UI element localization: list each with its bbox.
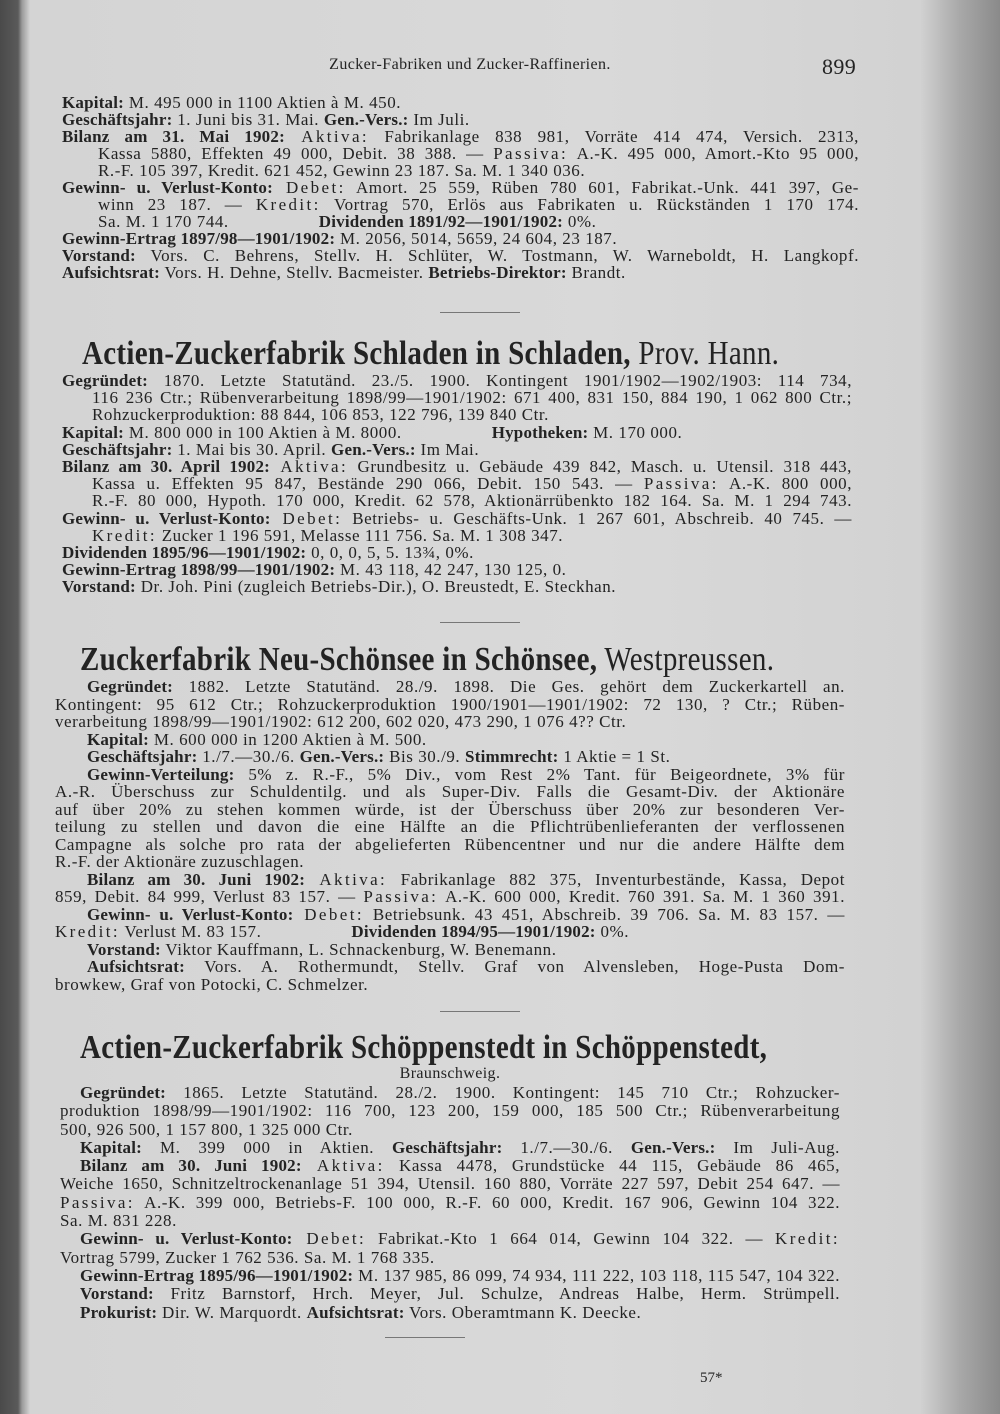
field-value: 1865. Letzte Statutänd. 28./2. 1900. Kontingent: 145 710 Ctr.; Rohzucker-	[166, 1083, 840, 1102]
text-line	[62, 458, 852, 475]
entry-schladen	[62, 334, 852, 595]
company-name: Actien-Zuckerfabrik Schöppenstedt in Schöppenstedt,	[80, 1029, 768, 1066]
field-value: Sa. M. 1 170 744.	[98, 212, 229, 231]
field-value: M. 170 000.	[588, 422, 683, 442]
field-value: teilung zu stellen und davon die eine Hälfte an die Pflichtrübenlieferanten der verflossenen	[55, 817, 845, 836]
text-line	[92, 406, 852, 423]
text-line	[92, 475, 852, 492]
spaced-keyword: Aktiva:	[270, 456, 349, 476]
field-value: Amort. 25 559, Rüben 780 601, Fabrikat.-Unk. 441 397, Ge-	[345, 178, 859, 197]
text-line	[62, 128, 859, 145]
field-value: Kassa 5880, Effekten 49 000, Debit. 38 388. —	[98, 144, 494, 163]
text-line	[87, 731, 845, 749]
field-value: M. 800 000 in 100 Aktien à M. 8000.	[124, 422, 402, 442]
text-line	[60, 1249, 840, 1267]
field-label: Gewinn-Ertrag 1898/99—1901/1902:	[62, 560, 336, 580]
field-label: Vorstand:	[62, 577, 136, 597]
field-label: Gen.-Vers.:	[323, 110, 409, 129]
text-line	[55, 696, 845, 714]
field-label: Gen.-Vers.:	[331, 439, 416, 459]
text-line	[55, 801, 845, 819]
text-line	[60, 1175, 840, 1193]
text-line	[80, 1230, 840, 1248]
field-label: Gewinn-Ertrag 1897/98—1901/1902:	[62, 229, 336, 248]
field-value: 0%.	[563, 212, 597, 231]
field-value: Dr. Joh. Pini (zugleich Betriebs-Dir.), O. Breustedt, E. Steckhan.	[135, 577, 617, 597]
field-value: M. 43 118, 42 247, 130 125, 0.	[335, 560, 567, 580]
company-region: Braunschweig.	[399, 1065, 501, 1082]
field-label: Gegründet:	[62, 371, 149, 390]
field-value: 1870. Letzte Statutänd. 23./5. 1900. Kontingent 1901/1902—1902/1903: 114 734,	[148, 371, 852, 390]
text-line	[55, 783, 845, 801]
company-location: Westpreussen.	[597, 641, 775, 678]
field-value: 1. Juni bis 31. Mai.	[172, 110, 324, 129]
company-heading	[80, 640, 845, 679]
text-line	[80, 1084, 840, 1102]
field-label: Gewinn- u. Verlust-Konto:	[87, 904, 294, 924]
field-value: Im Mai.	[415, 439, 480, 459]
field-label: Prokurist:	[80, 1302, 158, 1322]
field-value: M. 137 985, 86 099, 74 934, 111 222, 103 118, 115 547, 104 322.	[353, 1265, 841, 1285]
field-label: Aufsichtsrat:	[87, 957, 185, 976]
text-line	[55, 818, 845, 836]
field-value: 1./7.—30./6.	[197, 747, 300, 766]
field-value: Vortrag 5799, Zucker 1 762 536. Sa. M. 1 768 335.	[60, 1247, 435, 1267]
field-label: Bilanz am 30. April 1902:	[62, 456, 271, 476]
text-line	[62, 578, 852, 595]
signature-mark: 57*	[700, 1370, 723, 1386]
field-value: M. 2056, 5014, 5659, 24 604, 23 187.	[335, 229, 618, 248]
field-label: Gen.-Vers.:	[630, 1137, 716, 1157]
text-line	[92, 527, 852, 544]
field-value: Dir. W. Marquordt.	[157, 1302, 307, 1322]
entry-neu-schoensee	[55, 640, 845, 993]
field-label: Bilanz am 31. Mai 1902:	[62, 127, 285, 146]
field-value: M. 399 000 in Aktien.	[142, 1137, 392, 1157]
field-value: Kassa u. Effekten 95 847, Bestände 290 066, Debit. 150 543. —	[92, 474, 644, 494]
field-value: 1. Mai bis 30. April.	[172, 439, 332, 459]
field-label: Betriebs-Direktor:	[428, 263, 567, 282]
field-value: Im Juli.	[408, 110, 470, 129]
text-line	[62, 179, 859, 196]
text-line	[87, 958, 845, 976]
field-label: Hypotheken:	[491, 422, 589, 442]
spaced-keyword: Debet:	[292, 1229, 367, 1249]
text-line	[87, 678, 845, 696]
field-label: Kapital:	[62, 422, 125, 442]
field-label: Bilanz am 30. Juni 1902:	[80, 1156, 302, 1176]
field-value: winn 23 187. —	[98, 195, 256, 214]
spaced-keyword: Passiva:	[643, 474, 719, 494]
field-value: Fritz Barnstorf, Hrch. Meyer, Jul. Schulze, Andreas Halbe, Herm. Strümpell.	[153, 1284, 840, 1304]
field-value: R.-F. 80 000, Hypoth. 170 000, Kredit. 62 578, Aktionärrübenkto 182 164. Sa. M. 1 294 743.	[92, 491, 852, 511]
field-value: A.-R. Überschuss zur Schuldentilg. und als Super-Div. Falls die Gesamt-Div. der Aktionäre	[55, 782, 845, 801]
field-value: produktion 1898/99—1901/1902: 116 700, 123 200, 159 000, 185 500 Ctr.; Rübenverarbeitung	[60, 1101, 840, 1121]
text-line	[62, 372, 852, 389]
field-value: A.-K. 495 000, Amort.-Kto 95 000,	[568, 144, 859, 163]
page-number: 899	[822, 54, 857, 79]
spaced-keyword: Aktiva:	[301, 1156, 385, 1176]
field-value: Betriebsunk. 43 451, Abschreib. 39 706. Sa. M. 83 157. —	[363, 904, 845, 924]
field-value: Kontingent: 95 612 Ctr.; Rohzuckerproduktion 1900/1901—1901/1902: 72 130, ? Ctr.; Rüben-	[55, 694, 845, 714]
field-value: Bis 30./9.	[384, 747, 466, 766]
field-value: Viktor Kauffmann, L. Schnackenburg, W. Benemann.	[160, 939, 557, 959]
spaced-keyword: Kredit:	[255, 195, 321, 214]
field-value: A.-K. 399 000, Betriebs-F. 100 000, R.-F. 60 000, Kredit. 167 906, Gewinn 104 322.	[134, 1192, 840, 1212]
field-label: Kapital:	[87, 729, 150, 749]
field-label: Bilanz am 30. Juni 1902:	[87, 869, 306, 889]
text-line	[60, 1121, 840, 1139]
field-value: Fabrikanlage 882 375, Inventurbestände, Kassa, Depot	[387, 869, 845, 889]
text-line	[92, 492, 852, 509]
field-value: 0, 0, 0, 5, 5. 13¾, 0%.	[306, 542, 474, 562]
text-line	[62, 510, 852, 527]
field-value: Fabrikanlage 838 981, Vorräte 414 474, Versich. 2313,	[369, 127, 859, 146]
field-value: Vors. H. Dehne, Stellv. Bacmeister.	[159, 263, 429, 282]
spaced-keyword: Kredit:	[55, 922, 120, 941]
text-line	[87, 941, 845, 959]
text-line	[55, 888, 845, 906]
text-line	[98, 162, 859, 179]
field-label: Geschäftsjahr:	[62, 110, 173, 129]
text-line	[62, 264, 859, 281]
text-line	[98, 196, 859, 213]
text-line	[92, 389, 852, 406]
field-label: Vorstand:	[62, 246, 136, 265]
field-value: Vortrag 570, Erlös aus Fabrikaten u. Rückständen 1 170 174.	[320, 195, 859, 214]
text-line	[87, 766, 845, 784]
field-value: 859, Debit. 84 999, Verlust 83 157. —	[55, 887, 364, 906]
text-line	[55, 923, 845, 941]
company-location: Prov. Hann.	[630, 335, 780, 372]
spaced-keyword: Kredit:	[775, 1229, 840, 1249]
field-label: Gen.-Vers.:	[299, 747, 385, 766]
text-line	[87, 906, 845, 924]
field-value: Kassa 4478, Grundstücke 44 115, Gebäude 86 465,	[384, 1156, 840, 1176]
divider	[440, 1011, 520, 1012]
field-label: Gewinn- u. Verlust-Konto:	[62, 178, 273, 197]
field-value: Brandt.	[566, 263, 626, 282]
text-line	[80, 1139, 840, 1157]
text-line	[80, 1157, 840, 1175]
field-label: Vorstand:	[87, 939, 161, 959]
field-value: Zucker 1 196 591, Melasse 111 756. Sa. M. 1 308 347.	[156, 525, 564, 545]
field-label: Gegründet:	[87, 677, 174, 696]
spaced-keyword: Debet:	[272, 178, 346, 197]
spaced-keyword: Passiva:	[493, 144, 569, 163]
field-label: Stimmrecht:	[465, 747, 559, 766]
field-label: Gewinn- u. Verlust-Konto:	[62, 508, 271, 528]
text-line	[62, 441, 852, 458]
text-line	[87, 871, 845, 889]
text-line	[80, 1267, 840, 1285]
field-label: Dividenden 1894/95—1901/1902:	[351, 922, 596, 941]
text-line	[98, 213, 859, 230]
field-label: Geschäftsjahr:	[87, 747, 198, 766]
field-value: R.-F. der Aktionäre zuzuschlagen.	[55, 852, 305, 871]
field-value: 500, 926 500, 1 157 800, 1 325 000 Ctr.	[60, 1119, 353, 1139]
field-value: Vors. C. Behrens, Stellv. H. Schlüter, W. Tostmann, W. Warneboldt, H. Langkopf.	[135, 246, 859, 265]
field-value: Vors. Oberamtmann K. Deecke.	[404, 1302, 642, 1322]
entry-schoeppenstedt	[60, 1028, 840, 1322]
field-label: Dividenden 1895/96—1901/1902:	[62, 542, 307, 562]
field-value: R.-F. 105 397, Kredit. 621 452, Gewinn 23 187. Sa. M. 1 340 036.	[98, 161, 586, 180]
field-value: A.-K. 600 000, Kredit. 760 391. Sa. M. 1 360 391.	[438, 887, 845, 906]
field-value: verarbeitung 1898/99—1901/1902: 612 200, 602 020, 473 290, 1 076 4?? Ctr.	[55, 712, 627, 731]
field-value: browkew, Graf von Potocki, C. Schmelzer.	[55, 974, 369, 994]
field-value: A.-K. 800 000,	[718, 474, 852, 494]
field-value: M. 495 000 in 1100 Aktien à M. 450.	[124, 93, 402, 112]
text-line	[62, 94, 859, 111]
spaced-keyword: Debet:	[270, 508, 343, 528]
field-label: Kapital:	[80, 1137, 143, 1157]
field-value: 5% z. R.-F., 5% Div., vom Rest 2% Tant. für Beigeordnete, 3% für	[234, 764, 845, 784]
text-line	[60, 1212, 840, 1230]
field-value: 1./7.—30./6.	[502, 1137, 631, 1157]
entry-continued	[62, 94, 859, 281]
text-line	[80, 1285, 840, 1303]
field-label: Gewinn-Verteilung:	[87, 764, 235, 784]
text-line	[60, 1194, 840, 1212]
field-value: Rohzuckerproduktion: 88 844, 106 853, 122 796, 139 840 Ctr.	[92, 405, 549, 425]
company-name: Actien-Zuckerfabrik Schladen in Schladen,	[82, 335, 631, 372]
spaced-keyword: Debet:	[293, 904, 364, 924]
text-line	[55, 853, 845, 871]
field-label: Geschäftsjahr:	[392, 1137, 503, 1157]
field-value: 116 236 Ctr.; Rübenverarbeitung 1898/99—1901/1902: 671 400, 831 150, 884 190, 1 062 800 Ctr.;	[92, 388, 852, 408]
field-value: Sa. M. 831 228.	[60, 1211, 177, 1231]
spaced-keyword: Aktiva:	[305, 869, 388, 889]
field-value: 0%.	[595, 922, 630, 941]
field-value: Campagne als solche pro rata der abgelieferten Rübencentner und nur die andere Hälfte dem	[55, 834, 845, 854]
field-label: Aufsichtsrat:	[62, 263, 160, 282]
text-line	[55, 836, 845, 854]
company-name: Zuckerfabrik Neu-Schönsee in Schönsee,	[80, 641, 598, 678]
field-label: Kapital:	[62, 93, 125, 112]
field-label: Gewinn- u. Verlust-Konto:	[80, 1229, 293, 1249]
field-value: Vors. A. Rothermundt, Stellv. Graf von Alvensleben, Hoge-Pusta Dom-	[184, 957, 845, 976]
text-line	[62, 561, 852, 578]
field-label: Gewinn-Ertrag 1895/96—1901/1902:	[80, 1265, 354, 1285]
field-label: Dividenden 1891/92—1901/1902:	[318, 212, 564, 231]
field-label: Gegründet:	[80, 1083, 167, 1102]
spaced-keyword: Passiva:	[60, 1192, 135, 1212]
field-label: Aufsichtsrat:	[306, 1302, 405, 1322]
field-value: 1 Aktie = 1 St.	[558, 747, 671, 766]
spaced-keyword: Passiva:	[363, 887, 439, 906]
divider	[440, 312, 520, 313]
field-label: Geschäftsjahr:	[62, 439, 173, 459]
text-line	[62, 111, 859, 128]
text-line	[62, 230, 859, 247]
text-line	[62, 247, 859, 264]
field-value: Betriebs- u. Geschäfts-Unk. 1 267 601, Abschreib. 40 745. —	[342, 508, 852, 528]
text-line	[62, 544, 852, 561]
text-line	[60, 1102, 840, 1120]
text-line	[55, 713, 845, 731]
field-value: Verlust M. 83 157.	[119, 922, 262, 941]
divider	[385, 1337, 465, 1338]
text-line	[62, 424, 852, 441]
text-line	[80, 1304, 840, 1322]
text-line	[55, 976, 845, 994]
company-heading	[82, 334, 852, 373]
field-value: Grundbesitz u. Gebäude 439 842, Masch. u. Utensil. 318 443,	[348, 456, 852, 476]
field-label: Vorstand:	[80, 1284, 154, 1304]
field-value: Weiche 1650, Schnitzeltrockenanlage 51 394, Utensil. 160 880, Vorräte 227 597, Debit 254 647. —	[60, 1174, 840, 1194]
text-line	[87, 748, 845, 766]
divider	[440, 622, 520, 623]
running-head-title: Zucker-Fabriken und Zucker-Raffinerien.	[329, 56, 611, 73]
field-value: Fabrikat.-Kto 1 664 014, Gewinn 104 322. —	[366, 1229, 776, 1249]
field-value: 1882. Letzte Statutänd. 28./9. 1898. Die Ges. gehört dem Zuckerkartell an.	[173, 677, 845, 696]
text-line	[98, 145, 859, 162]
field-value: Im Juli-Aug.	[715, 1137, 840, 1157]
field-value: auf über 20% zu stehen kommen würde, ist der Überschuss über 20% zur besonderen Ver-	[55, 799, 845, 819]
field-value: M. 600 000 in 1200 Aktien à M. 500.	[149, 729, 427, 749]
spaced-keyword: Aktiva:	[284, 127, 370, 146]
company-heading	[80, 1028, 840, 1067]
spaced-keyword: Kredit:	[92, 525, 157, 545]
